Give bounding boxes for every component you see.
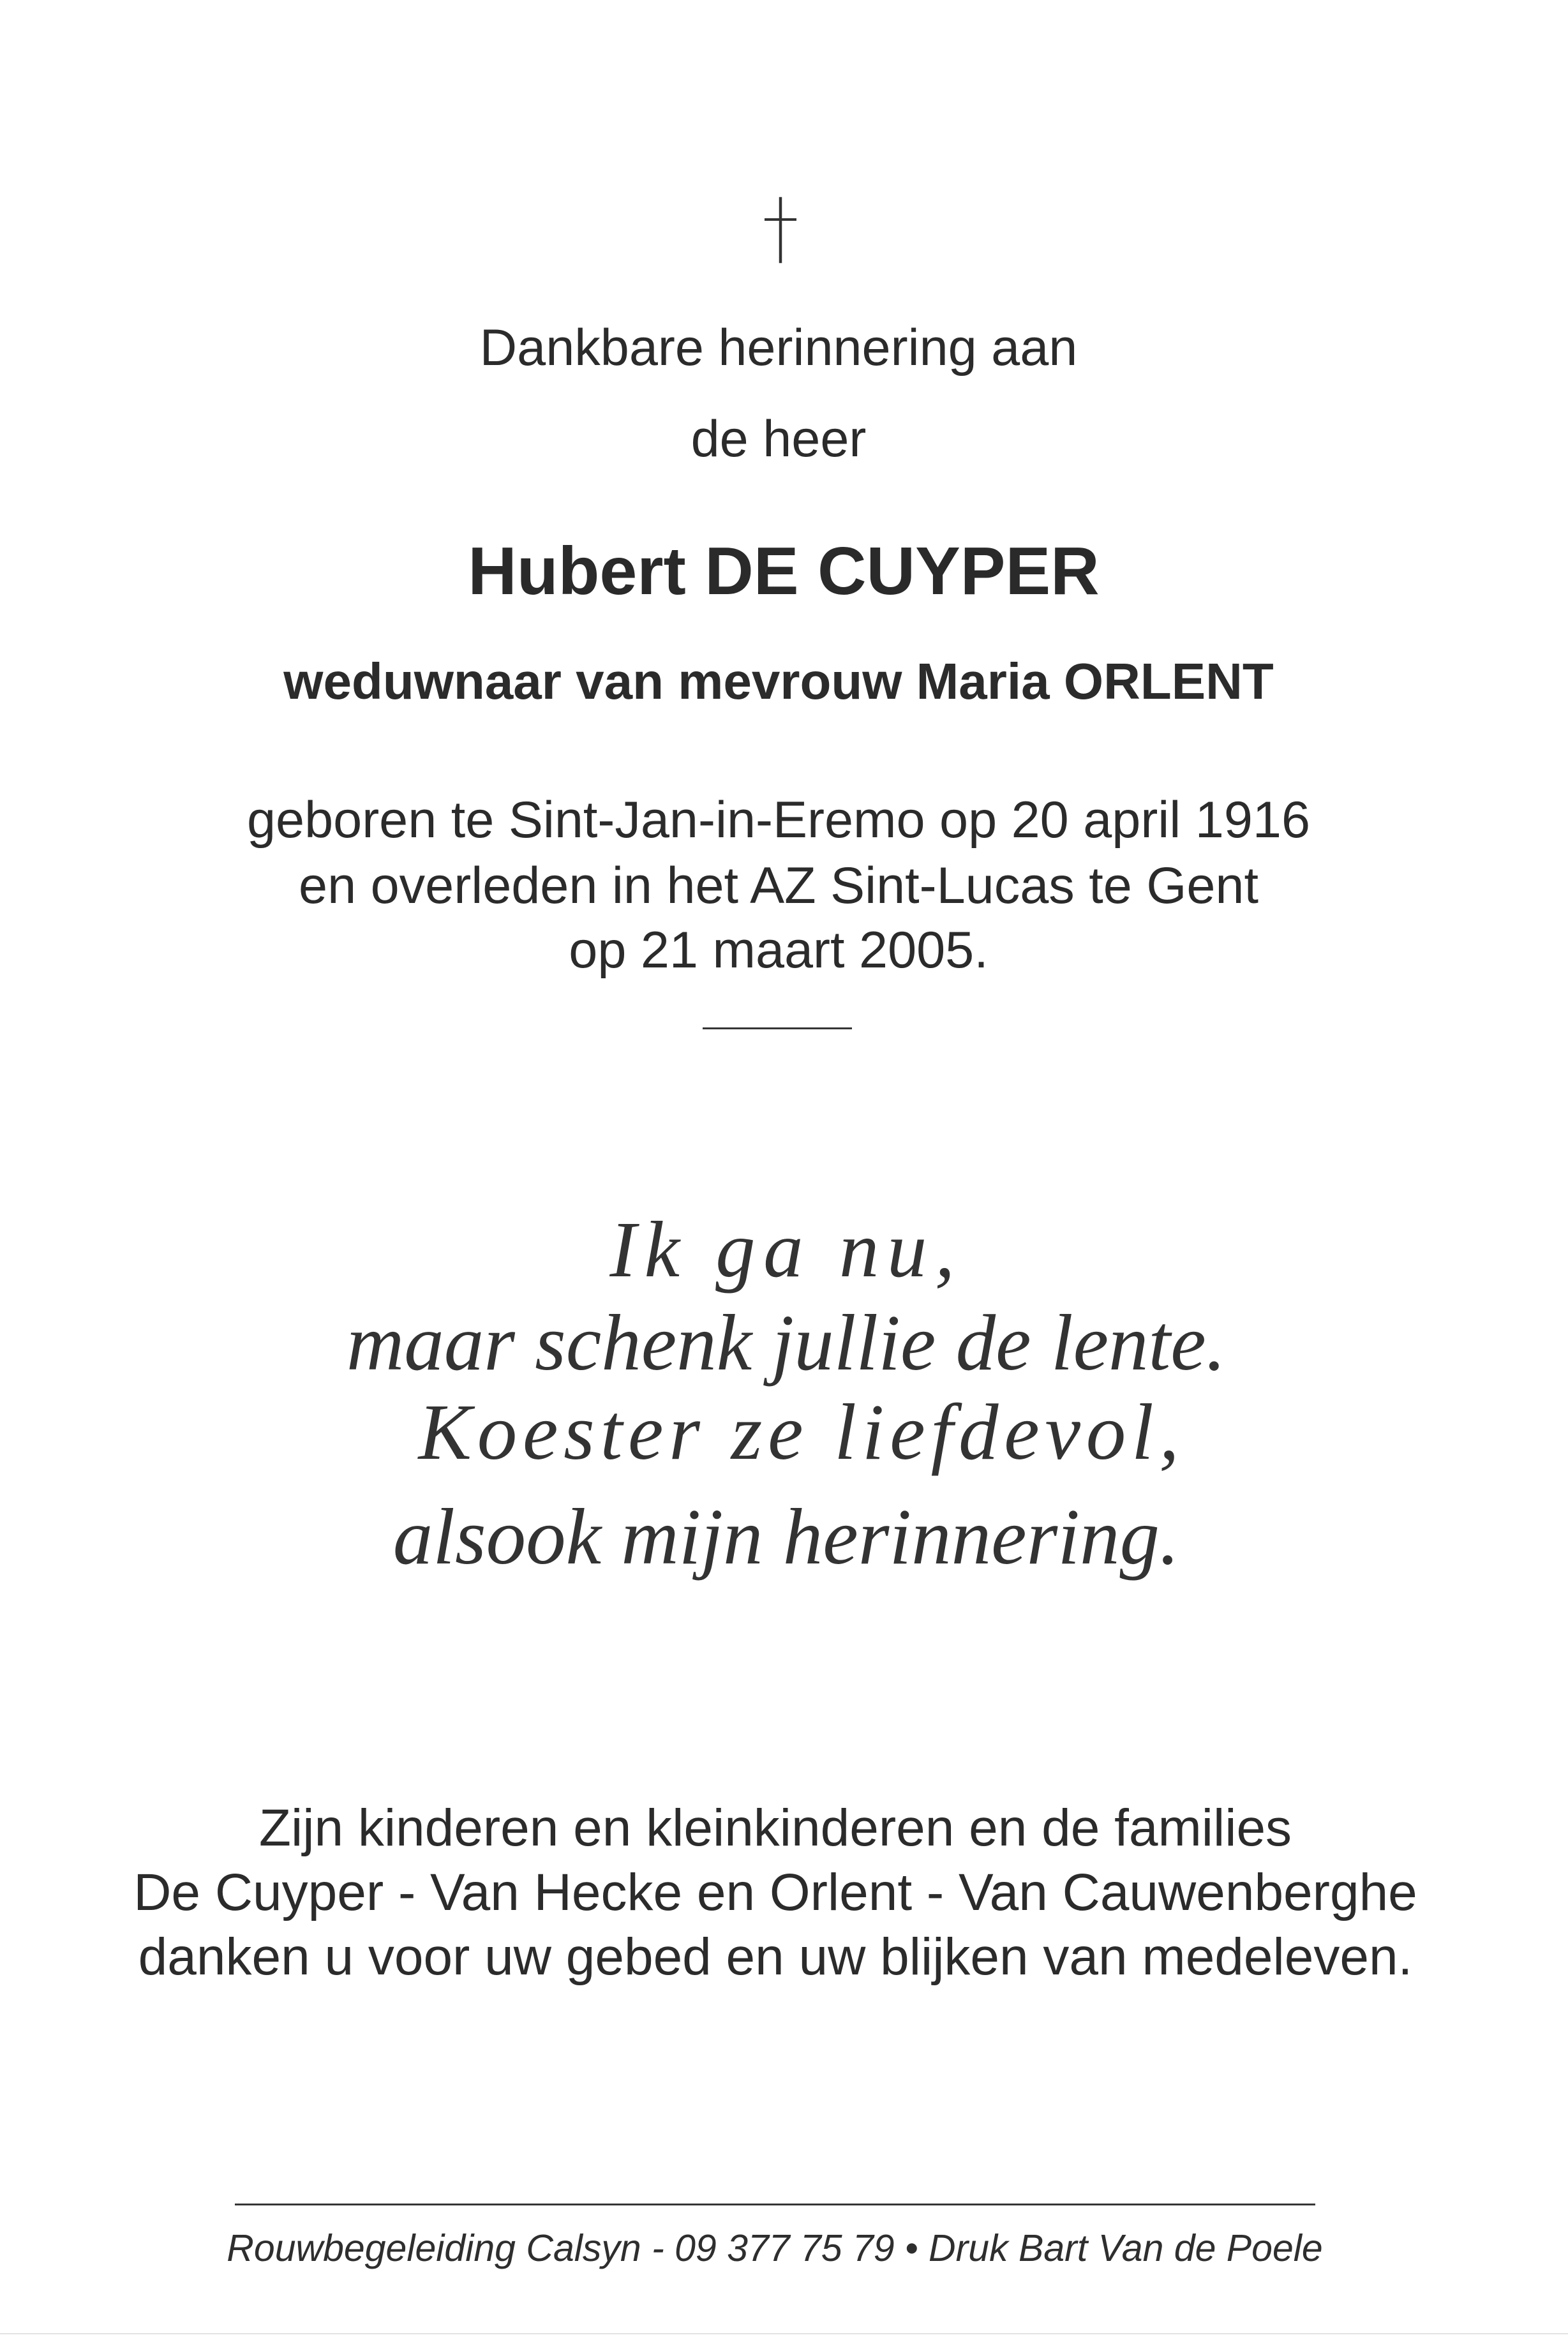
divider-line bbox=[703, 1027, 852, 1029]
honorific-text: de heer bbox=[691, 410, 867, 468]
spouse-text: weduwnaar van mevrouw Maria ORLENT bbox=[283, 653, 1274, 710]
deceased-name: Hubert DE CUYPER bbox=[468, 533, 1100, 609]
poem-line: Ik ga nu, bbox=[609, 1206, 963, 1294]
poem-line: Koester ze liefdevol, bbox=[418, 1389, 1185, 1477]
death-place-detail: en overleden in het AZ Sint-Lucas te Gent bbox=[299, 857, 1258, 914]
poem-line: alsook mijn herinnering. bbox=[392, 1493, 1180, 1581]
printer-credit: Rouwbegeleiding Calsyn - 09 377 75 79 • Druk Bart Van de Poele bbox=[227, 2227, 1323, 2269]
thanks-line: De Cuyper - Van Hecke en Orlent - Van Cauwenberghe bbox=[133, 1863, 1417, 1921]
footer-rule bbox=[235, 2204, 1315, 2205]
death-date-detail: op 21 maart 2005. bbox=[569, 921, 989, 979]
thanks-line: danken u voor uw gebed en uw blijken van medeleven. bbox=[138, 1928, 1413, 1986]
poem-line: maar schenk jullie de lente. bbox=[346, 1299, 1227, 1387]
birth-detail: geboren te Sint-Jan-in-Eremo op 20 april 1916 bbox=[247, 791, 1310, 849]
intro-text: Dankbare herinnering aan bbox=[479, 319, 1078, 377]
thanks-line: Zijn kinderen en kleinkinderen en de families bbox=[258, 1799, 1292, 1857]
scan-edge-line bbox=[0, 2333, 1568, 2334]
latin-cross-icon bbox=[759, 195, 802, 265]
